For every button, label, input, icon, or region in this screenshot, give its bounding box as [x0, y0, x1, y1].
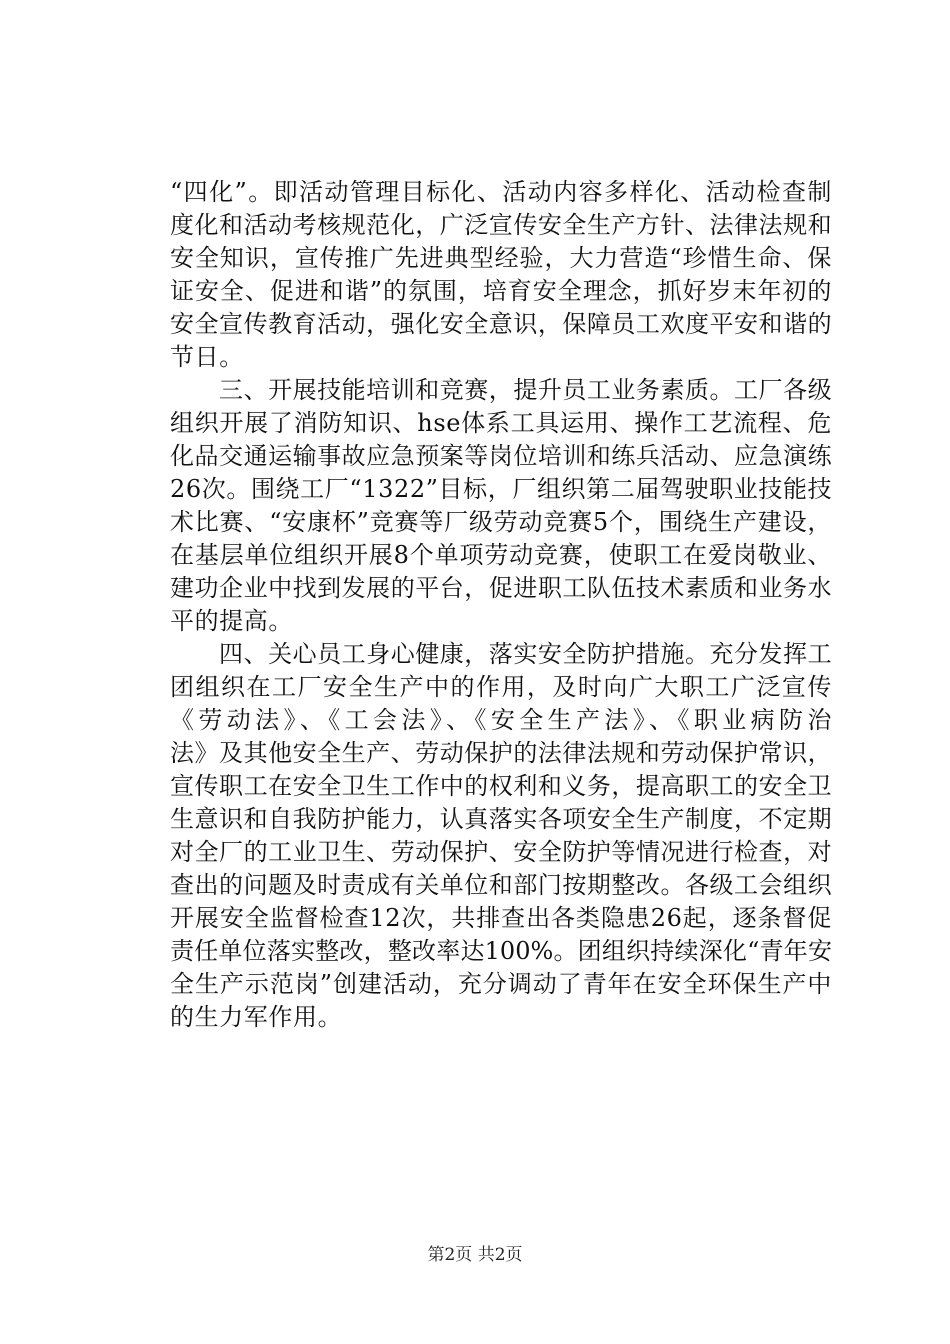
- text-line: 团组织在工厂安全生产中的作用，及时向广大职工广泛宣传: [170, 673, 832, 701]
- text-line: 生意识和自我防护能力，认真落实各项安全生产制度，不定期: [170, 805, 832, 833]
- text-line: 在基层单位组织开展8个单项劳动竞赛，使职工在爱岗敬业、: [170, 541, 832, 569]
- body-text: [170, 176, 832, 1034]
- text-line: 术比赛、“安康杯”竞赛等厂级劳动竞赛5个，围绕生产建设，: [170, 508, 832, 536]
- text-line: 法》及其他安全生产、劳动保护的法律法规和劳动保护常识，: [170, 739, 832, 767]
- section-three-heading-line: 三、开展技能培训和竞赛，提升员工业务素质。工厂各级: [170, 376, 832, 404]
- text-line: 查出的问题及时责成有关单位和部门按期整改。各级工会组织: [170, 871, 832, 899]
- text-line: 开展安全监督检查12次，共排查出各类隐患26起，逐条督促: [170, 904, 832, 932]
- text-line: 《劳动法》、《工会法》、《安全生产法》、《职业病防治: [170, 706, 832, 734]
- text-line: 化品交通运输事故应急预案等岗位培训和练兵活动、应急演练: [170, 442, 832, 470]
- text-line: 度化和活动考核规范化，广泛宣传安全生产方针、法律法规和: [170, 211, 832, 239]
- text-line: 全生产示范岗”创建活动，充分调动了青年在安全环保生产中: [170, 970, 832, 998]
- text-line: 安全宣传教育活动，强化安全意识，保障员工欢度平安和谐的: [170, 310, 832, 338]
- text-line: 平的提高。: [170, 607, 293, 635]
- section-four-heading-line: 四、关心员工身心健康，落实安全防护措施。充分发挥工: [170, 640, 832, 668]
- text-line: 的生力军作用。: [170, 1003, 343, 1031]
- text-line: 宣传职工在安全卫生工作中的权利和义务，提高职工的安全卫: [170, 772, 832, 800]
- text-line: 节日。: [170, 343, 244, 371]
- text-line: 责任单位落实整改，整改率达100%。团组织持续深化“青年安: [170, 937, 832, 965]
- text-line: 组织开展了消防知识、hse体系工具运用、操作工艺流程、危: [170, 409, 832, 437]
- page-number-footer: 第2页 共2页: [427, 1245, 523, 1265]
- text-line: 26次。围绕工厂“1322”目标，厂组织第二届驾驶职业技能技: [170, 475, 833, 503]
- text-line: 安全知识，宣传推广先进典型经验，大力营造“珍惜生命、保: [170, 244, 832, 272]
- text-line: 建功企业中找到发展的平台，促进职工队伍技术素质和业务水: [170, 574, 832, 602]
- text-line: 证安全、促进和谐”的氛围，培育安全理念，抓好岁末年初的: [170, 277, 832, 305]
- text-line: “四化”。即活动管理目标化、活动内容多样化、活动检查制: [170, 178, 832, 206]
- text-line: 对全厂的工业卫生、劳动保护、安全防护等情况进行检查，对: [170, 838, 832, 866]
